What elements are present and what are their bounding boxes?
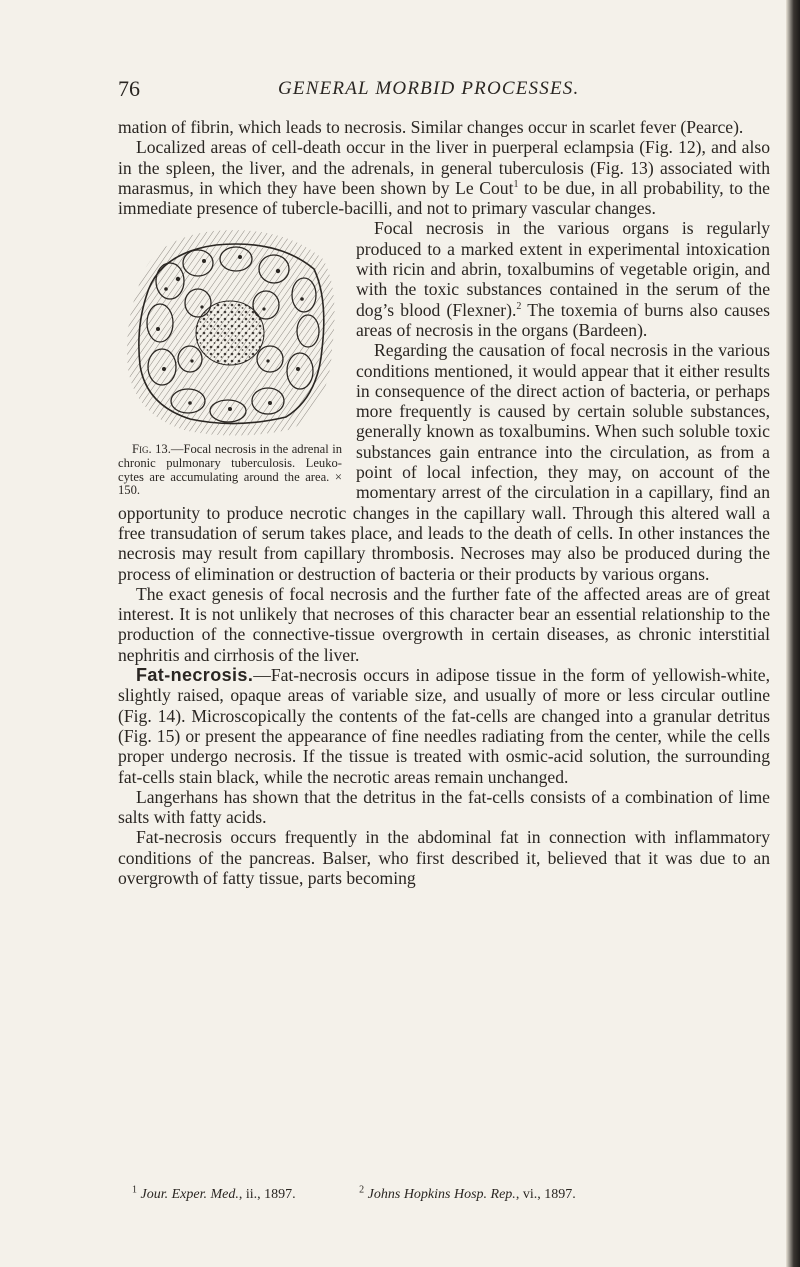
paragraph-2 <box>118 137 770 218</box>
page-edge-shadow <box>786 0 800 1267</box>
paragraph-4: Regarding the causation of focal necrosis in the various conditions mentioned, it would appear that it either results in consequence of the direct action of bacteria, or perhaps more frequently is caused by certain soluble substances, generally known as toxalbumins. When such soluble toxic substances gain entrance into the circulation, as from a point of local infection, they may, on account of the momentary arrest of the circulation in a capillary, find an opportunity to produce necrotic changes in the capillary wall. Through this altered wall a free transudation of serum takes place, and leads to the death of cells. In other instances the necrosis may result from capillary thrombosis. Necroses may also be produced during the process of elimination or destruction of bacteria or their products by various organs. <box>118 340 770 584</box>
figure-13 <box>118 219 342 497</box>
footnote-2 <box>359 1184 576 1203</box>
footnote-ref-1[interactable]: 1 <box>513 179 519 191</box>
adrenal-necrosis-illustration <box>118 219 342 441</box>
figure-label: Fig. 13. <box>132 442 171 457</box>
paragraph-1: mation of fibrin, which leads to necrosis. Similar changes occur in scarlet fever (Pearce). <box>118 117 744 137</box>
paragraph-8: Fat-necrosis occurs frequently in the abdominal fat in connection with inflammatory conditions of the pancreas. Balser, who first described it, believed that it was due to an overgrowth of fatty tissue, parts becoming <box>118 827 770 888</box>
footnote-1-number: 1 <box>132 1184 137 1196</box>
footnote-2-number: 2 <box>359 1184 365 1196</box>
page-number: 76 <box>118 76 140 101</box>
running-head <box>118 76 768 104</box>
figure-caption <box>118 443 342 497</box>
footnote-2-rest: , vi., 1897. <box>515 1187 576 1202</box>
footnote-1-source: Jour. Exper. Med. <box>140 1187 239 1202</box>
paragraph-2-text-a: Localized areas of cell-death occur in the liver in puerperal eclampsia (Fig. 12), and also in the spleen, the liver, and the adrenals, in general tuberculosis (Fig. 13) associated with marasmus, in which they have been shown by Le Cout <box>118 137 770 198</box>
paragraph-7: Langerhans has shown that the detritus in the fat-cells consists of a combination of lime salts with fatty acids. <box>118 786 770 828</box>
paragraph-3-text-b: The toxemia of burns also causes areas of necrosis in the organs (Bardeen). <box>356 299 771 340</box>
body-text <box>118 117 770 888</box>
paragraph-6-text: —Fat-necrosis occurs in adipose tissue in the form of yellowish-white, slightly raised, opaque areas of variable size, and usually of more or less circular outline (Fig. 14). Microscopically the contents of the fat-cells are changed into a granular detritus (Fig. 15) or present the appearance of fine needles radiating from the center, while the cells proper undergo necrosis. If the tissue is treated with osmic-acid solution, the surrounding fat-cells stain black, while the necrotic areas remain unchanged. <box>118 665 770 787</box>
fat-necrosis-heading: Fat-necrosis. <box>136 665 254 686</box>
footnote-ref-2[interactable]: 2 <box>516 300 522 312</box>
footnote-1-rest: , ii., 1897. <box>238 1187 296 1202</box>
running-title: GENERAL MORBID PROCESSES. <box>278 78 580 99</box>
footnote-1 <box>132 1184 296 1203</box>
paragraph-6 <box>118 665 770 787</box>
paragraph-5: The exact genesis of focal necrosis and the further fate of the affected areas are of great interest. It is not unlikely that necroses of this character bear an essential relationship to the production of the connective-tissue overgrowth in certain diseases, as chronic interstitial nephritis and cirrhosis of the liver. <box>118 583 770 665</box>
paragraph-3-text-a: Focal necrosis in the various organs is regularly produced to a marked extent in experimental intoxication with ricin and abrin, toxalbumins of vegetable origin, and with the toxic substances contained in the serum of the dog’s blood (Flexner). <box>356 218 770 320</box>
figure-caption-text: —Focal necrosis in the adrenal in chronic pulmonary tuberculosis. Leuko-cytes are accumulating around the area. × 150. <box>118 442 342 498</box>
footnotes <box>132 1184 772 1203</box>
paragraph-2-text-b: to be due, in all probability, to the immediate presence of tubercle-bacilli, and not to primary vascular changes. <box>118 177 770 219</box>
footnote-2-source: Johns Hopkins Hosp. Rep. <box>367 1187 516 1202</box>
